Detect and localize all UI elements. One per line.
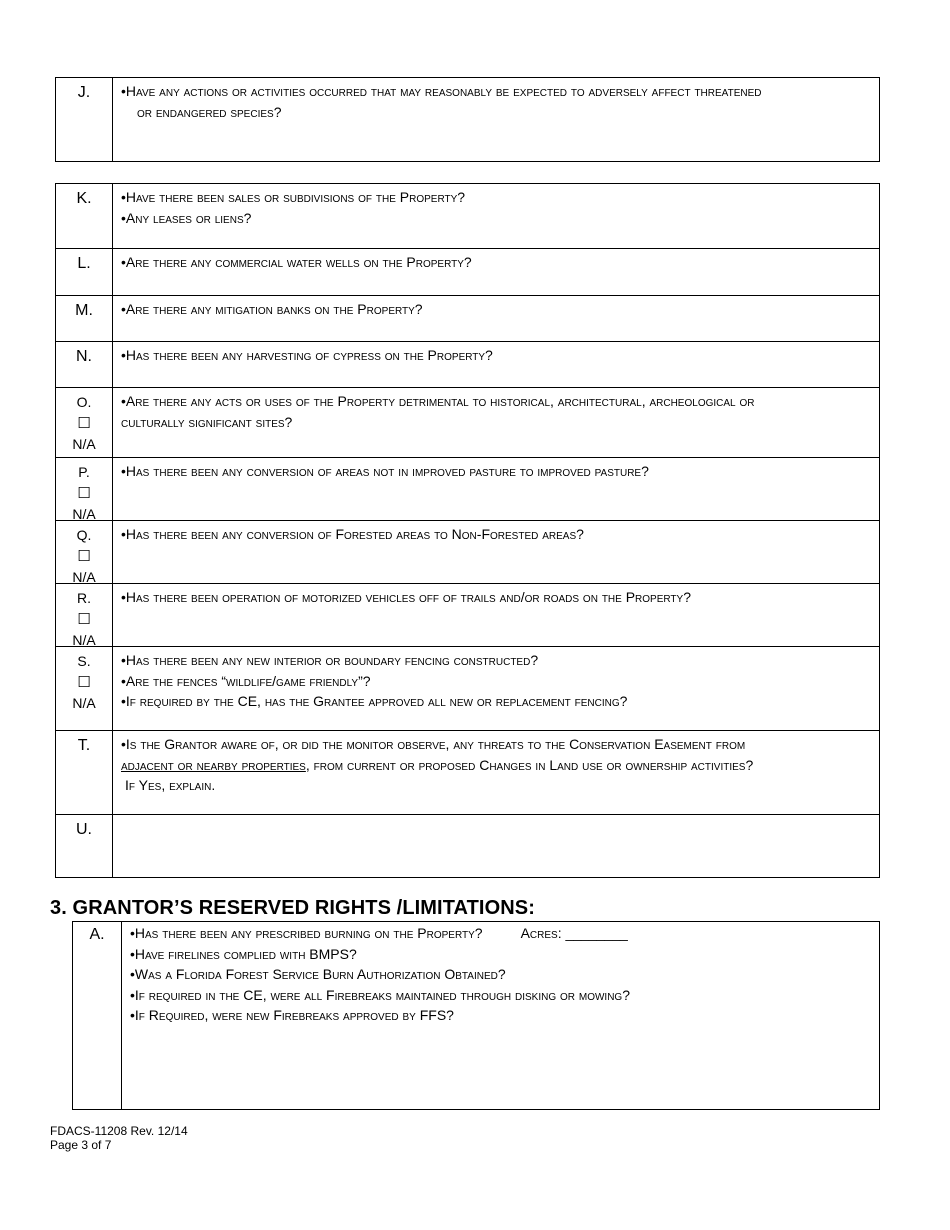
- row-label: N.: [56, 342, 113, 387]
- row-question: •Are there any acts or uses of the Property detrimental to historical, architectural, archeological or culturally significant sites?: [121, 393, 755, 430]
- row-label: U.: [56, 815, 113, 877]
- na-label: N/A: [72, 569, 96, 585]
- table-row: [56, 730, 879, 814]
- page-footer: [50, 1124, 188, 1152]
- table-j: [55, 77, 880, 162]
- na-label: N/A: [72, 695, 96, 711]
- row-label: P. ☐ N/A: [56, 458, 113, 520]
- table-k-u: [55, 183, 880, 878]
- row-label: M.: [56, 296, 113, 341]
- table-row: [56, 78, 879, 161]
- table-row: [56, 814, 879, 877]
- table-row: [56, 646, 879, 730]
- row-label: Q. ☐ N/A: [56, 521, 113, 583]
- table-row: [56, 248, 879, 295]
- table-row: [56, 457, 879, 520]
- na-label: N/A: [72, 632, 96, 648]
- na-label: N/A: [72, 506, 96, 522]
- row-answer-blank[interactable]: [113, 815, 879, 877]
- row-label: K.: [56, 184, 113, 248]
- row-question: •Have there been sales or subdivisions of the Property? •Any leases or liens?: [121, 189, 466, 226]
- row-question: •Has there been any conversion of Forested areas to Non-Forested areas?: [121, 526, 584, 542]
- row-question: •Have any actions or activities occurred that may reasonably be expected to adversely affect threatened or endangered species?: [121, 83, 762, 120]
- page-number: Page 3 of 7: [50, 1138, 112, 1152]
- row-question: •Are there any mitigation banks on the Property?: [121, 301, 423, 317]
- table-row: [56, 295, 879, 341]
- row-question: •Has there been any conversion of areas not in improved pasture to improved pasture?: [121, 463, 649, 479]
- table-row: [56, 583, 879, 646]
- table-row: [56, 184, 879, 248]
- row-question: •Are there any commercial water wells on the Property?: [121, 254, 472, 270]
- form-id: FDACS-11208 Rev. 12/14: [50, 1124, 188, 1138]
- table-row: [73, 922, 879, 1109]
- row-label: S. ☐ N/A: [56, 647, 113, 730]
- acres-field[interactable]: Acres: ________: [520, 925, 628, 941]
- row-label: T.: [56, 731, 113, 814]
- table-row: [56, 387, 879, 457]
- row-label: J.: [56, 78, 113, 161]
- table-row: [56, 520, 879, 583]
- row-label: O. ☐ N/A: [56, 388, 113, 457]
- na-checkbox[interactable]: ☐: [77, 674, 91, 691]
- section-heading: 3. GRANTOR’S RESERVED RIGHTS /LIMITATIONS:: [50, 897, 535, 919]
- row-question: •Has there been operation of motorized vehicles off of trails and/or roads on the Property?: [121, 589, 691, 605]
- na-label: N/A: [72, 436, 96, 452]
- table-section3: [72, 921, 880, 1110]
- row-label: L.: [56, 249, 113, 295]
- row-question: •Is the Grantor aware of, or did the monitor observe, any threats to the Conservation Easement from adjacent or nearby properties, from current or proposed Changes in Land use or ownership activities? If Yes, explain.: [121, 736, 754, 793]
- row-question: •Has there been any prescribed burning on the Property? Acres: ________ •Have firelines complied with BMPS? •Was a Florida Forest Service Burn Authorization Obtained? •If required in the CE, were all Firebreaks maintained through disking or mowing? •If Required, were new Firebreaks approved by FFS?: [130, 925, 630, 1023]
- na-checkbox[interactable]: ☐: [77, 611, 91, 628]
- row-label: A.: [73, 922, 122, 1109]
- table-row: [56, 341, 879, 387]
- na-checkbox[interactable]: ☐: [77, 485, 91, 502]
- row-question: •Has there been any new interior or boundary fencing constructed? •Are the fences “wildlife/game friendly”? •If required by the CE, has the Grantee approved all new or replacement fencing?: [121, 652, 628, 709]
- na-checkbox[interactable]: ☐: [77, 415, 91, 432]
- na-checkbox[interactable]: ☐: [77, 548, 91, 565]
- row-question: •Has there been any harvesting of cypress on the Property?: [121, 347, 493, 363]
- row-label: R. ☐ N/A: [56, 584, 113, 646]
